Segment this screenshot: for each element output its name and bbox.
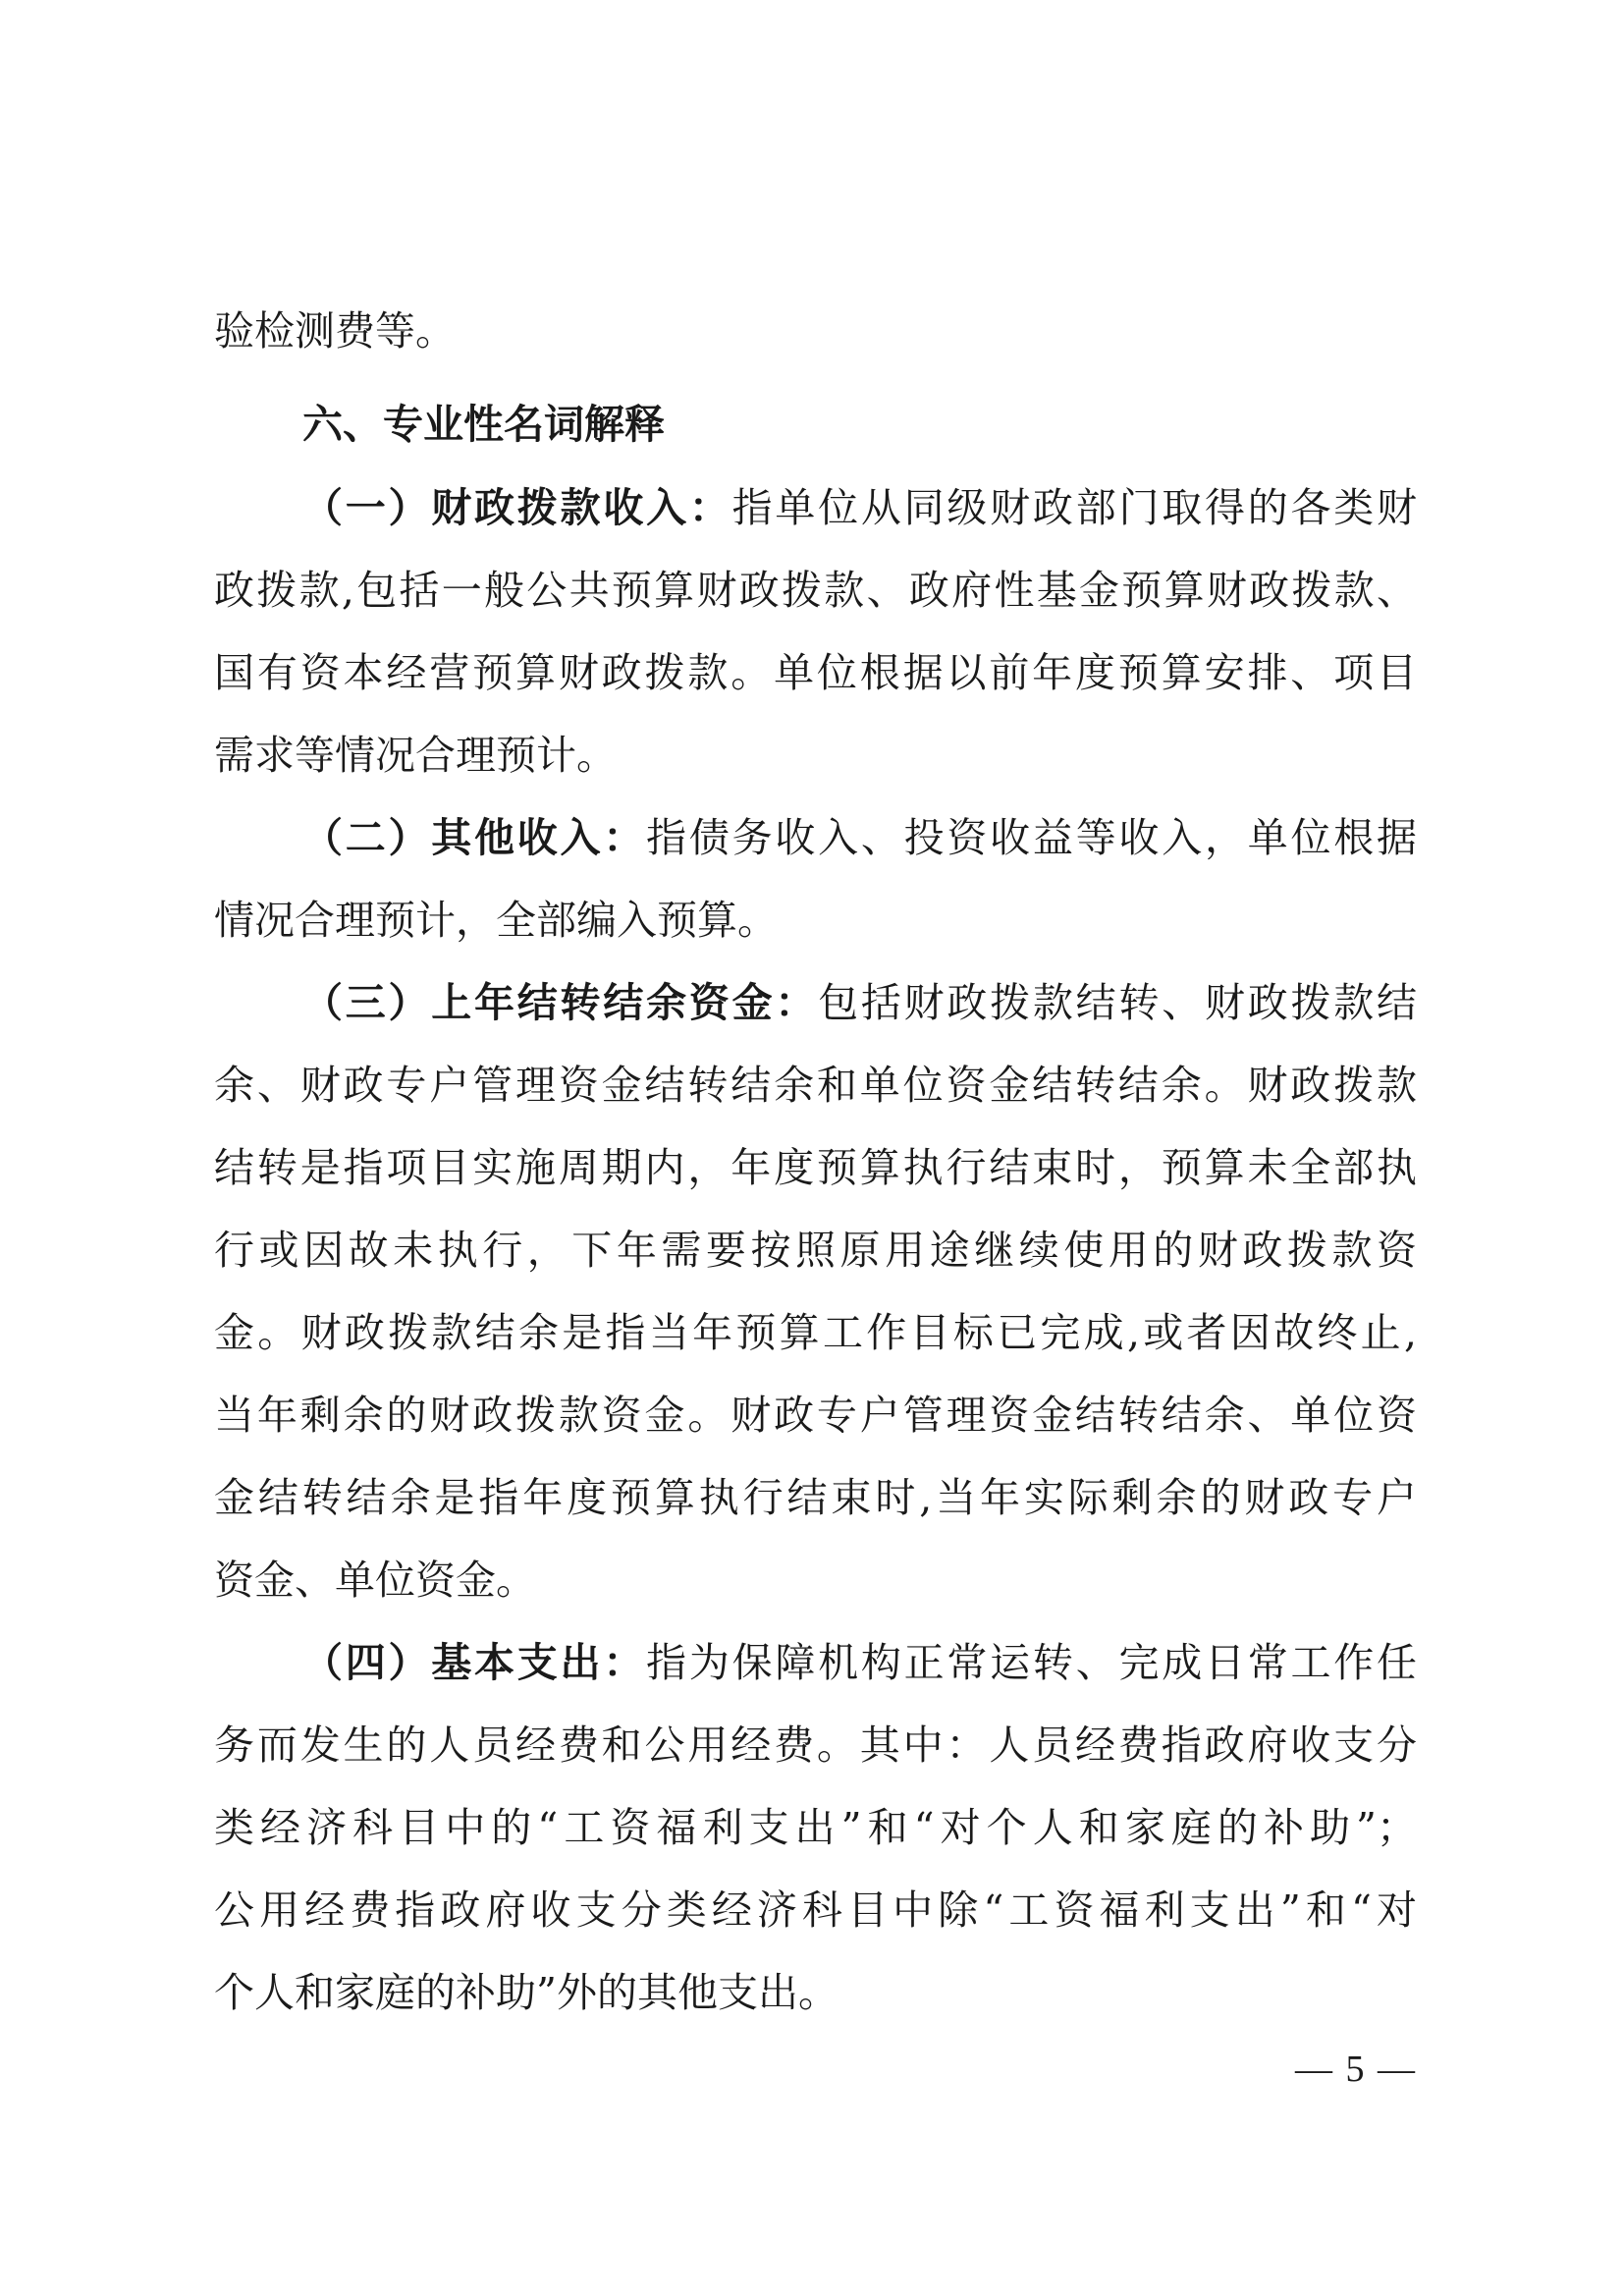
term-title: （三）上年结转结余资金： — [302, 979, 819, 1026]
term-title: （一）财政拨款收入： — [302, 484, 732, 531]
page-number: — 5 — — [1295, 2049, 1417, 2090]
paragraph-line: 余、财政专户管理资金结转结余和单位资金结转结余。财政拨款 — [214, 1062, 1417, 1109]
paragraph-line: 类经济科目中的“工资福利支出”和“对个人和家庭的补助”； — [214, 1804, 1417, 1851]
paragraph-line: 个人和家庭的补助”外的其他支出。 — [214, 1969, 839, 2016]
paragraph-line: 金。财政拨款结余是指当年预算工作目标已完成,或者因故终止, — [214, 1309, 1417, 1356]
paragraph-line: 务而发生的人员经费和公用经费。其中：人员经费指政府收支分 — [214, 1722, 1417, 1769]
paragraph-line — [302, 961, 1417, 1044]
term-title: （四）基本支出： — [302, 1639, 647, 1686]
term-title: （二）其他收入： — [302, 814, 647, 861]
paragraph-text: 指单位从同级财政部门取得的各类财 — [731, 484, 1417, 531]
paragraph-line: 资金、单位资金。 — [214, 1557, 536, 1604]
paragraph-line: 结转是指项目实施周期内，年度预算执行结束时，预算未全部执 — [214, 1144, 1417, 1191]
paragraph-line: 行或因故未执行，下年需要按照原用途继续使用的财政拨款资 — [214, 1227, 1417, 1274]
paragraph-line: 当年剩余的财政拨款资金。财政专户管理资金结转结余、单位资 — [214, 1392, 1417, 1439]
section-heading: 六、专业性名词解释 — [302, 401, 665, 448]
paragraph-line: 情况合理预计，全部编入预算。 — [214, 897, 778, 944]
paragraph-line — [302, 796, 1417, 879]
paragraph-line: 政拨款,包括一般公共预算财政拨款、政府性基金预算财政拨款、 — [214, 567, 1417, 614]
paragraph-line: 公用经费指政府收支分类经济科目中除“工资福利支出”和“对 — [214, 1886, 1417, 1934]
paragraph-line: 国有资本经营预算财政拨款。单位根据以前年度预算安排、项目 — [214, 649, 1417, 696]
paragraph-text: 指为保障机构正常运转、完成日常工作任 — [646, 1639, 1417, 1686]
text-line: 验检测费等。 — [214, 307, 456, 355]
paragraph-text: 包括财政拨款结转、财政拨款结 — [818, 979, 1417, 1026]
paragraph-line — [302, 1621, 1417, 1704]
paragraph-line: 需求等情况合理预计。 — [214, 732, 617, 779]
paragraph-line: 金结转结余是指年度预算执行结束时,当年实际剩余的财政专户 — [214, 1474, 1417, 1521]
paragraph-text: 指债务收入、投资收益等收入，单位根据 — [646, 814, 1417, 861]
paragraph-line — [302, 466, 1417, 549]
